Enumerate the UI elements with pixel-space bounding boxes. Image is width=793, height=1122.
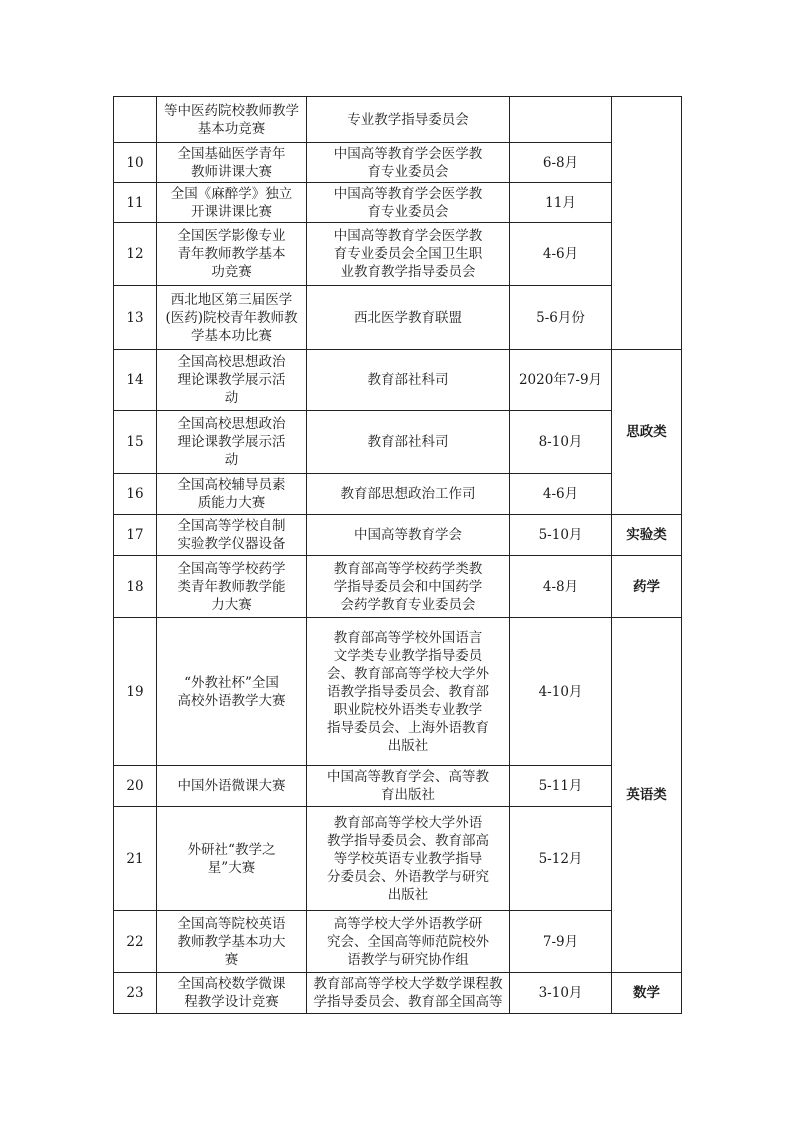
competition-name-line: 动 [224,452,239,468]
table-row [114,183,682,223]
time-period: 5-10月 [510,515,612,556]
row-number: 18 [114,556,157,618]
organizer-line: 教育部高等学校大学外语 [333,814,483,831]
row-number: 19 [114,618,157,766]
table-row [114,97,682,143]
time-period [510,97,612,143]
competition-name [157,515,307,556]
competition-name-line: 全国高校辅导员素 [177,477,286,493]
organizer-line: 中国高等教育学会医学教 [333,185,483,202]
competition-name-line: 全国高校思想政治 [177,354,286,370]
organizer-line: 出版社 [387,737,429,754]
competition-name-line: 全国高等学校药学 [177,560,286,577]
table-row [114,911,682,973]
organizer [307,474,510,515]
competition-name-line: 学基本功比赛 [191,327,272,344]
time-period: 11月 [510,183,612,223]
category-label: 数学 [612,973,682,1014]
category-label: 药学 [612,556,682,618]
organizer-line: 中国高等教育学会医学教 [333,228,483,244]
competition-name-line: 实验教学仪器设备 [177,536,286,552]
organizer-line: 西北医学教育联盟 [354,309,462,326]
row-number: 16 [114,474,157,515]
organizer [307,411,510,474]
organizer-line: 教育部高等学校大学数学课程教 [313,976,503,992]
row-number: 11 [114,183,157,223]
organizer [307,807,510,911]
competition-name [157,973,307,1014]
competition-table [113,96,682,1014]
competition-name-line: 教师教学基本功大 [177,933,286,950]
organizer-line: 中国高等教育学会、高等教 [327,769,489,785]
organizer [307,766,510,807]
competition-name-line: 教师讲课大赛 [191,163,272,180]
competition-name [157,183,307,223]
time-period: 4-6月 [510,223,612,286]
row-number [114,97,157,143]
organizer [307,183,510,223]
organizer [307,286,510,350]
competition-name [157,807,307,911]
competition-name-line: 中国外语微课大赛 [177,778,286,794]
category-label: 思政类 [612,350,682,515]
time-period: 5-12月 [510,807,612,911]
competition-name-line: 程教学设计竞赛 [184,994,279,1010]
organizer [307,911,510,973]
table-row [114,286,682,350]
organizer-line: 育专业委员会全国卫生职 [333,246,483,262]
competition-name-line: (医药)院校青年教师教 [165,309,298,326]
competition-name [157,143,307,183]
time-period: 3-10月 [510,973,612,1014]
table-row [114,474,682,515]
competition-name-line: 全国高校思想政治 [177,416,286,432]
competition-name-line: 星”大赛 [207,859,256,876]
organizer [307,223,510,286]
competition-name [157,474,307,515]
organizer-line: 语教学指导委员会、教育部 [327,683,489,700]
organizer-line: 教育部高等学校药学类教 [333,560,483,577]
competition-name-line: “外教社杯”全国 [184,674,279,691]
time-period: 5-6月份 [510,286,612,350]
organizer-line: 分委员会、外语教学与研究 [327,868,489,885]
organizer [307,515,510,556]
competition-name-line: 高校外语教学大赛 [177,692,286,709]
competition-name-line: 类青年教师教学能 [177,578,286,595]
organizer-line: 育专业委员会 [367,203,449,220]
row-number: 23 [114,973,157,1014]
organizer-line: 学指导委员会和中国药学 [333,578,483,595]
time-period: 5-11月 [510,766,612,807]
category-label [612,97,682,350]
competition-name [157,223,307,286]
organizer-line: 教育部高等学校外国语言 [333,629,483,646]
organizer [307,350,510,411]
table-row [114,411,682,474]
organizer [307,556,510,618]
competition-name [157,286,307,350]
competition-name-line: 力大赛 [211,596,252,613]
competition-name-line: 等中医药院校教师教学 [164,102,299,119]
table-row [114,223,682,286]
competition-name-line: 全国医学影像专业 [177,228,286,244]
competition-name-line: 功竞赛 [211,264,252,280]
organizer-line: 究会、全国高等师范院校外 [327,933,489,950]
organizer-line: 教育部社科司 [367,434,449,450]
time-period: 4-10月 [510,618,612,766]
row-number: 14 [114,350,157,411]
category-label: 实验类 [612,515,682,556]
row-number: 22 [114,911,157,973]
competition-name-line: 全国高等院校英语 [177,915,286,932]
organizer-line: 语教学与研究协作组 [347,951,469,968]
row-number: 20 [114,766,157,807]
competition-name-line: 外研社“教学之 [187,841,276,858]
organizer [307,143,510,183]
organizer-line: 文学类专业教学指导委员 [333,647,483,664]
organizer-line: 职业院校外语类专业教学 [333,701,483,718]
table-row [114,618,682,766]
competition-name-line: 赛 [224,951,239,968]
table-row [114,807,682,911]
competition-name-line: 理论课教学展示活 [177,372,286,388]
table-row [114,350,682,411]
competition-name-line: 质能力大赛 [197,495,266,511]
table-row [114,143,682,183]
time-period: 6-8月 [510,143,612,183]
category-label: 英语类 [612,618,682,973]
time-period: 8-10月 [510,411,612,474]
competition-name-line: 全国高校数学微课 [177,976,286,992]
competition-name-line: 动 [224,390,239,406]
time-period: 4-6月 [510,474,612,515]
competition-name-line: 基本功竞赛 [197,120,266,137]
organizer-line: 指导委员会、上海外语教育 [327,719,489,736]
organizer [307,973,510,1014]
competition-name [157,350,307,411]
organizer-line: 教学指导委员会、教育部高 [327,832,489,849]
row-number: 13 [114,286,157,350]
organizer-line: 育出版社 [381,787,435,803]
organizer-line: 教育部社科司 [367,372,449,388]
organizer-line: 育专业委员会 [367,163,449,180]
organizer-line: 会、教育部高等学校大学外 [327,665,489,682]
organizer-line: 学指导委员会、教育部全国高等 [313,994,503,1010]
competition-name [157,618,307,766]
competition-name-line: 全国基础医学青年 [177,145,286,162]
competition-name-line: 青年教师教学基本 [177,246,286,262]
competition-name-line: 理论课教学展示活 [177,434,286,450]
organizer-line: 业教育教学指导委员会 [340,264,476,280]
organizer-line: 出版社 [387,886,429,903]
organizer-line: 中国高等教育学会医学教 [333,145,483,162]
competition-name [157,556,307,618]
organizer-line: 会药学教育专业委员会 [340,596,476,613]
time-period: 2020年7-9月 [510,350,612,411]
organizer-line: 中国高等教育学会 [354,527,462,543]
competition-name [157,766,307,807]
row-number: 12 [114,223,157,286]
time-period: 4-8月 [510,556,612,618]
competition-name-line: 全国《麻醉学》独立 [170,185,293,202]
row-number: 21 [114,807,157,911]
table-row [114,556,682,618]
row-number: 15 [114,411,157,474]
organizer-line: 教育部思想政治工作司 [340,486,476,502]
table-body [114,97,682,1014]
organizer-line: 高等学校大学外语教学研 [333,915,483,932]
time-period: 7-9月 [510,911,612,973]
organizer-line: 等学校英语专业教学指导 [333,850,483,867]
organizer [307,97,510,143]
row-number: 17 [114,515,157,556]
competition-name [157,411,307,474]
organizer [307,618,510,766]
table-row [114,515,682,556]
table-row [114,766,682,807]
table-row [114,973,682,1014]
competition-name [157,97,307,143]
competition-name [157,911,307,973]
competition-name-line: 开课讲课比赛 [191,203,272,220]
competition-name-line: 西北地区第三届医学 [170,291,293,308]
competition-name-line: 全国高等学校自制 [177,518,286,534]
organizer-line: 专业教学指导委员会 [347,111,469,128]
row-number: 10 [114,143,157,183]
